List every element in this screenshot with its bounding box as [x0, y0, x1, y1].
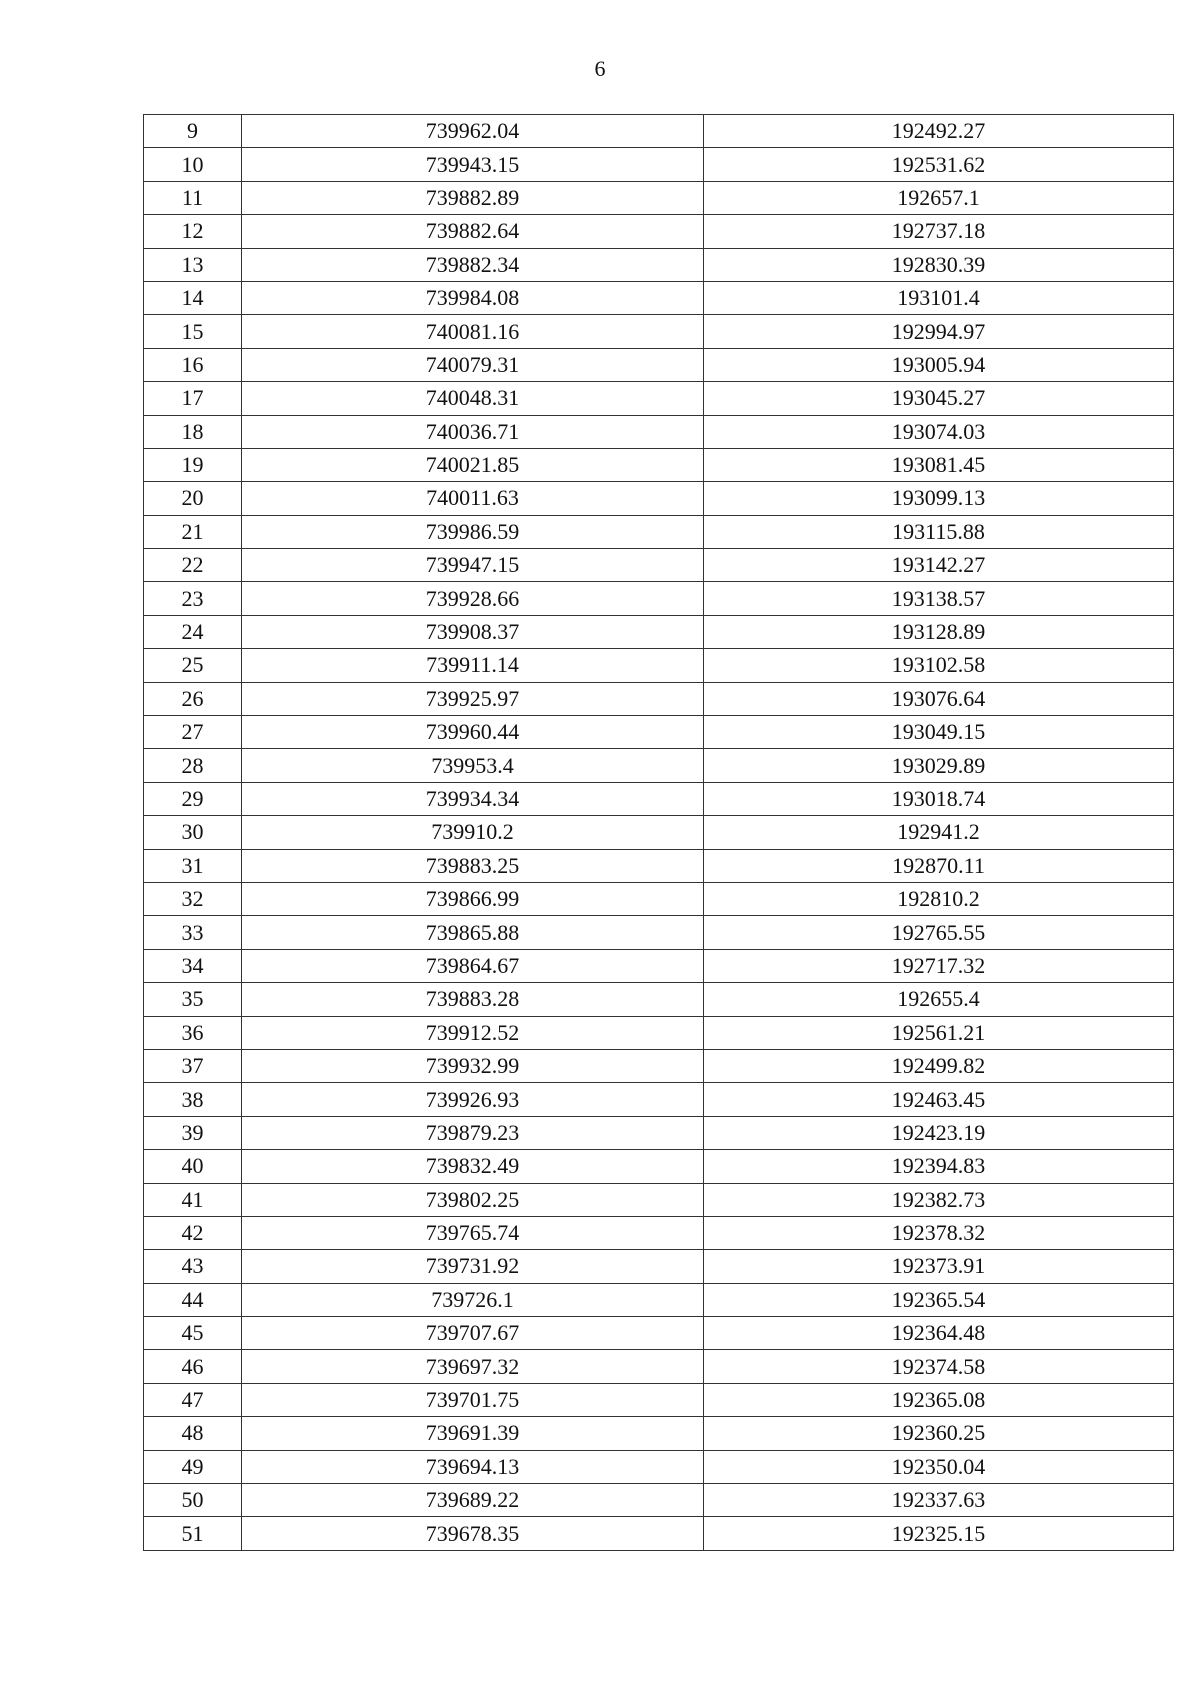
point-number-cell: 18 — [144, 415, 242, 448]
point-number-cell: 9 — [144, 115, 242, 148]
y-coordinate-cell: 192350.04 — [704, 1450, 1174, 1483]
y-coordinate-cell: 192492.27 — [704, 115, 1174, 148]
page-number: 6 — [594, 56, 606, 81]
point-number-cell: 25 — [144, 649, 242, 682]
x-coordinate-cell: 739691.39 — [242, 1417, 704, 1450]
point-number-cell: 38 — [144, 1083, 242, 1116]
point-number-cell: 41 — [144, 1183, 242, 1216]
table-row — [144, 115, 1174, 148]
x-coordinate-cell: 739943.15 — [242, 148, 704, 181]
table-row — [144, 1083, 1174, 1116]
x-coordinate-cell: 739926.93 — [242, 1083, 704, 1116]
y-coordinate-cell: 192365.08 — [704, 1383, 1174, 1416]
table-row — [144, 1283, 1174, 1316]
y-coordinate-cell: 192463.45 — [704, 1083, 1174, 1116]
x-coordinate-cell: 740081.16 — [242, 315, 704, 348]
y-coordinate-cell: 192378.32 — [704, 1216, 1174, 1249]
point-number-cell: 42 — [144, 1216, 242, 1249]
x-coordinate-cell: 739883.25 — [242, 849, 704, 882]
point-number-cell: 44 — [144, 1283, 242, 1316]
point-number-cell: 11 — [144, 181, 242, 214]
point-number-cell: 29 — [144, 782, 242, 815]
x-coordinate-cell: 739731.92 — [242, 1250, 704, 1283]
point-number-cell: 48 — [144, 1417, 242, 1450]
table-row — [144, 816, 1174, 849]
y-coordinate-cell: 193142.27 — [704, 549, 1174, 582]
table-row — [144, 549, 1174, 582]
y-coordinate-cell: 192941.2 — [704, 816, 1174, 849]
table-row — [144, 1116, 1174, 1149]
y-coordinate-cell: 193049.15 — [704, 716, 1174, 749]
y-coordinate-cell: 192561.21 — [704, 1016, 1174, 1049]
x-coordinate-cell: 739864.67 — [242, 949, 704, 982]
x-coordinate-cell: 739689.22 — [242, 1484, 704, 1517]
table-row — [144, 916, 1174, 949]
coordinates-table-body — [144, 115, 1174, 1551]
y-coordinate-cell: 192374.58 — [704, 1350, 1174, 1383]
x-coordinate-cell: 739765.74 — [242, 1216, 704, 1249]
y-coordinate-cell: 192364.48 — [704, 1317, 1174, 1350]
x-coordinate-cell: 740036.71 — [242, 415, 704, 448]
point-number-cell: 35 — [144, 983, 242, 1016]
point-number-cell: 33 — [144, 916, 242, 949]
table-row — [144, 1450, 1174, 1483]
table-row — [144, 1049, 1174, 1082]
table-row — [144, 682, 1174, 715]
x-coordinate-cell: 739832.49 — [242, 1150, 704, 1183]
table-row — [144, 949, 1174, 982]
table-row — [144, 749, 1174, 782]
point-number-cell: 20 — [144, 482, 242, 515]
y-coordinate-cell: 192373.91 — [704, 1250, 1174, 1283]
x-coordinate-cell: 739726.1 — [242, 1283, 704, 1316]
table-row — [144, 1417, 1174, 1450]
point-number-cell: 37 — [144, 1049, 242, 1082]
point-number-cell: 24 — [144, 615, 242, 648]
x-coordinate-cell: 739882.64 — [242, 215, 704, 248]
point-number-cell: 47 — [144, 1383, 242, 1416]
table-row — [144, 482, 1174, 515]
table-row — [144, 649, 1174, 682]
x-coordinate-cell: 739912.52 — [242, 1016, 704, 1049]
x-coordinate-cell: 739984.08 — [242, 281, 704, 314]
point-number-cell: 50 — [144, 1484, 242, 1517]
y-coordinate-cell: 192365.54 — [704, 1283, 1174, 1316]
y-coordinate-cell: 193115.88 — [704, 515, 1174, 548]
x-coordinate-cell: 739986.59 — [242, 515, 704, 548]
table-row — [144, 1484, 1174, 1517]
y-coordinate-cell: 193081.45 — [704, 448, 1174, 481]
x-coordinate-cell: 739953.4 — [242, 749, 704, 782]
x-coordinate-cell: 739910.2 — [242, 816, 704, 849]
y-coordinate-cell: 192360.25 — [704, 1417, 1174, 1450]
table-row — [144, 849, 1174, 882]
point-number-cell: 27 — [144, 716, 242, 749]
y-coordinate-cell: 192657.1 — [704, 181, 1174, 214]
y-coordinate-cell: 192531.62 — [704, 148, 1174, 181]
point-number-cell: 34 — [144, 949, 242, 982]
table-row — [144, 382, 1174, 415]
y-coordinate-cell: 192717.32 — [704, 949, 1174, 982]
point-number-cell: 51 — [144, 1517, 242, 1550]
table-row — [144, 1517, 1174, 1550]
table-row — [144, 782, 1174, 815]
y-coordinate-cell: 192830.39 — [704, 248, 1174, 281]
x-coordinate-cell: 739882.89 — [242, 181, 704, 214]
table-row — [144, 248, 1174, 281]
table-row — [144, 1317, 1174, 1350]
y-coordinate-cell: 193005.94 — [704, 348, 1174, 381]
table-row — [144, 281, 1174, 314]
x-coordinate-cell: 739802.25 — [242, 1183, 704, 1216]
y-coordinate-cell: 193018.74 — [704, 782, 1174, 815]
x-coordinate-cell: 739911.14 — [242, 649, 704, 682]
table-row — [144, 415, 1174, 448]
y-coordinate-cell: 192810.2 — [704, 882, 1174, 915]
y-coordinate-cell: 192394.83 — [704, 1150, 1174, 1183]
x-coordinate-cell: 739908.37 — [242, 615, 704, 648]
table-row — [144, 615, 1174, 648]
table-row — [144, 882, 1174, 915]
table-row — [144, 1183, 1174, 1216]
y-coordinate-cell: 192870.11 — [704, 849, 1174, 882]
y-coordinate-cell: 193128.89 — [704, 615, 1174, 648]
x-coordinate-cell: 739694.13 — [242, 1450, 704, 1483]
y-coordinate-cell: 193101.4 — [704, 281, 1174, 314]
point-number-cell: 30 — [144, 816, 242, 849]
point-number-cell: 39 — [144, 1116, 242, 1149]
point-number-cell: 19 — [144, 448, 242, 481]
table-row — [144, 983, 1174, 1016]
table-row — [144, 1016, 1174, 1049]
x-coordinate-cell: 740048.31 — [242, 382, 704, 415]
table-row — [144, 348, 1174, 381]
point-number-cell: 36 — [144, 1016, 242, 1049]
point-number-cell: 22 — [144, 549, 242, 582]
y-coordinate-cell: 192765.55 — [704, 916, 1174, 949]
table-row — [144, 1216, 1174, 1249]
table-row — [144, 181, 1174, 214]
y-coordinate-cell: 193076.64 — [704, 682, 1174, 715]
point-number-cell: 23 — [144, 582, 242, 615]
point-number-cell: 13 — [144, 248, 242, 281]
point-number-cell: 26 — [144, 682, 242, 715]
x-coordinate-cell: 739928.66 — [242, 582, 704, 615]
table-row — [144, 148, 1174, 181]
point-number-cell: 46 — [144, 1350, 242, 1383]
x-coordinate-cell: 739932.99 — [242, 1049, 704, 1082]
point-number-cell: 28 — [144, 749, 242, 782]
table-row — [144, 1350, 1174, 1383]
x-coordinate-cell: 739960.44 — [242, 716, 704, 749]
x-coordinate-cell: 739678.35 — [242, 1517, 704, 1550]
table-row — [144, 315, 1174, 348]
y-coordinate-cell: 192737.18 — [704, 215, 1174, 248]
y-coordinate-cell: 192382.73 — [704, 1183, 1174, 1216]
point-number-cell: 43 — [144, 1250, 242, 1283]
point-number-cell: 14 — [144, 281, 242, 314]
table-row — [144, 1383, 1174, 1416]
x-coordinate-cell: 739883.28 — [242, 983, 704, 1016]
point-number-cell: 21 — [144, 515, 242, 548]
point-number-cell: 15 — [144, 315, 242, 348]
point-number-cell: 10 — [144, 148, 242, 181]
y-coordinate-cell: 192499.82 — [704, 1049, 1174, 1082]
table-row — [144, 515, 1174, 548]
table-row — [144, 1250, 1174, 1283]
table-row — [144, 448, 1174, 481]
x-coordinate-cell: 739865.88 — [242, 916, 704, 949]
x-coordinate-cell: 740011.63 — [242, 482, 704, 515]
table-row — [144, 582, 1174, 615]
y-coordinate-cell: 193029.89 — [704, 749, 1174, 782]
point-number-cell: 49 — [144, 1450, 242, 1483]
y-coordinate-cell: 193045.27 — [704, 382, 1174, 415]
x-coordinate-cell: 739934.34 — [242, 782, 704, 815]
x-coordinate-cell: 739962.04 — [242, 115, 704, 148]
x-coordinate-cell: 739882.34 — [242, 248, 704, 281]
x-coordinate-cell: 739947.15 — [242, 549, 704, 582]
x-coordinate-cell: 739925.97 — [242, 682, 704, 715]
point-number-cell: 16 — [144, 348, 242, 381]
point-number-cell: 17 — [144, 382, 242, 415]
table-row — [144, 215, 1174, 248]
y-coordinate-cell: 192325.15 — [704, 1517, 1174, 1550]
point-number-cell: 32 — [144, 882, 242, 915]
x-coordinate-cell: 739707.67 — [242, 1317, 704, 1350]
y-coordinate-cell: 192337.63 — [704, 1484, 1174, 1517]
table-row — [144, 1150, 1174, 1183]
y-coordinate-cell: 193102.58 — [704, 649, 1174, 682]
x-coordinate-cell: 739697.32 — [242, 1350, 704, 1383]
table-row — [144, 716, 1174, 749]
y-coordinate-cell: 192994.97 — [704, 315, 1174, 348]
x-coordinate-cell: 739866.99 — [242, 882, 704, 915]
x-coordinate-cell: 739701.75 — [242, 1383, 704, 1416]
y-coordinate-cell: 193074.03 — [704, 415, 1174, 448]
coordinates-table — [143, 114, 1174, 1551]
x-coordinate-cell: 740079.31 — [242, 348, 704, 381]
y-coordinate-cell: 193099.13 — [704, 482, 1174, 515]
y-coordinate-cell: 192423.19 — [704, 1116, 1174, 1149]
x-coordinate-cell: 740021.85 — [242, 448, 704, 481]
y-coordinate-cell: 193138.57 — [704, 582, 1174, 615]
point-number-cell: 40 — [144, 1150, 242, 1183]
point-number-cell: 31 — [144, 849, 242, 882]
point-number-cell: 45 — [144, 1317, 242, 1350]
y-coordinate-cell: 192655.4 — [704, 983, 1174, 1016]
point-number-cell: 12 — [144, 215, 242, 248]
x-coordinate-cell: 739879.23 — [242, 1116, 704, 1149]
